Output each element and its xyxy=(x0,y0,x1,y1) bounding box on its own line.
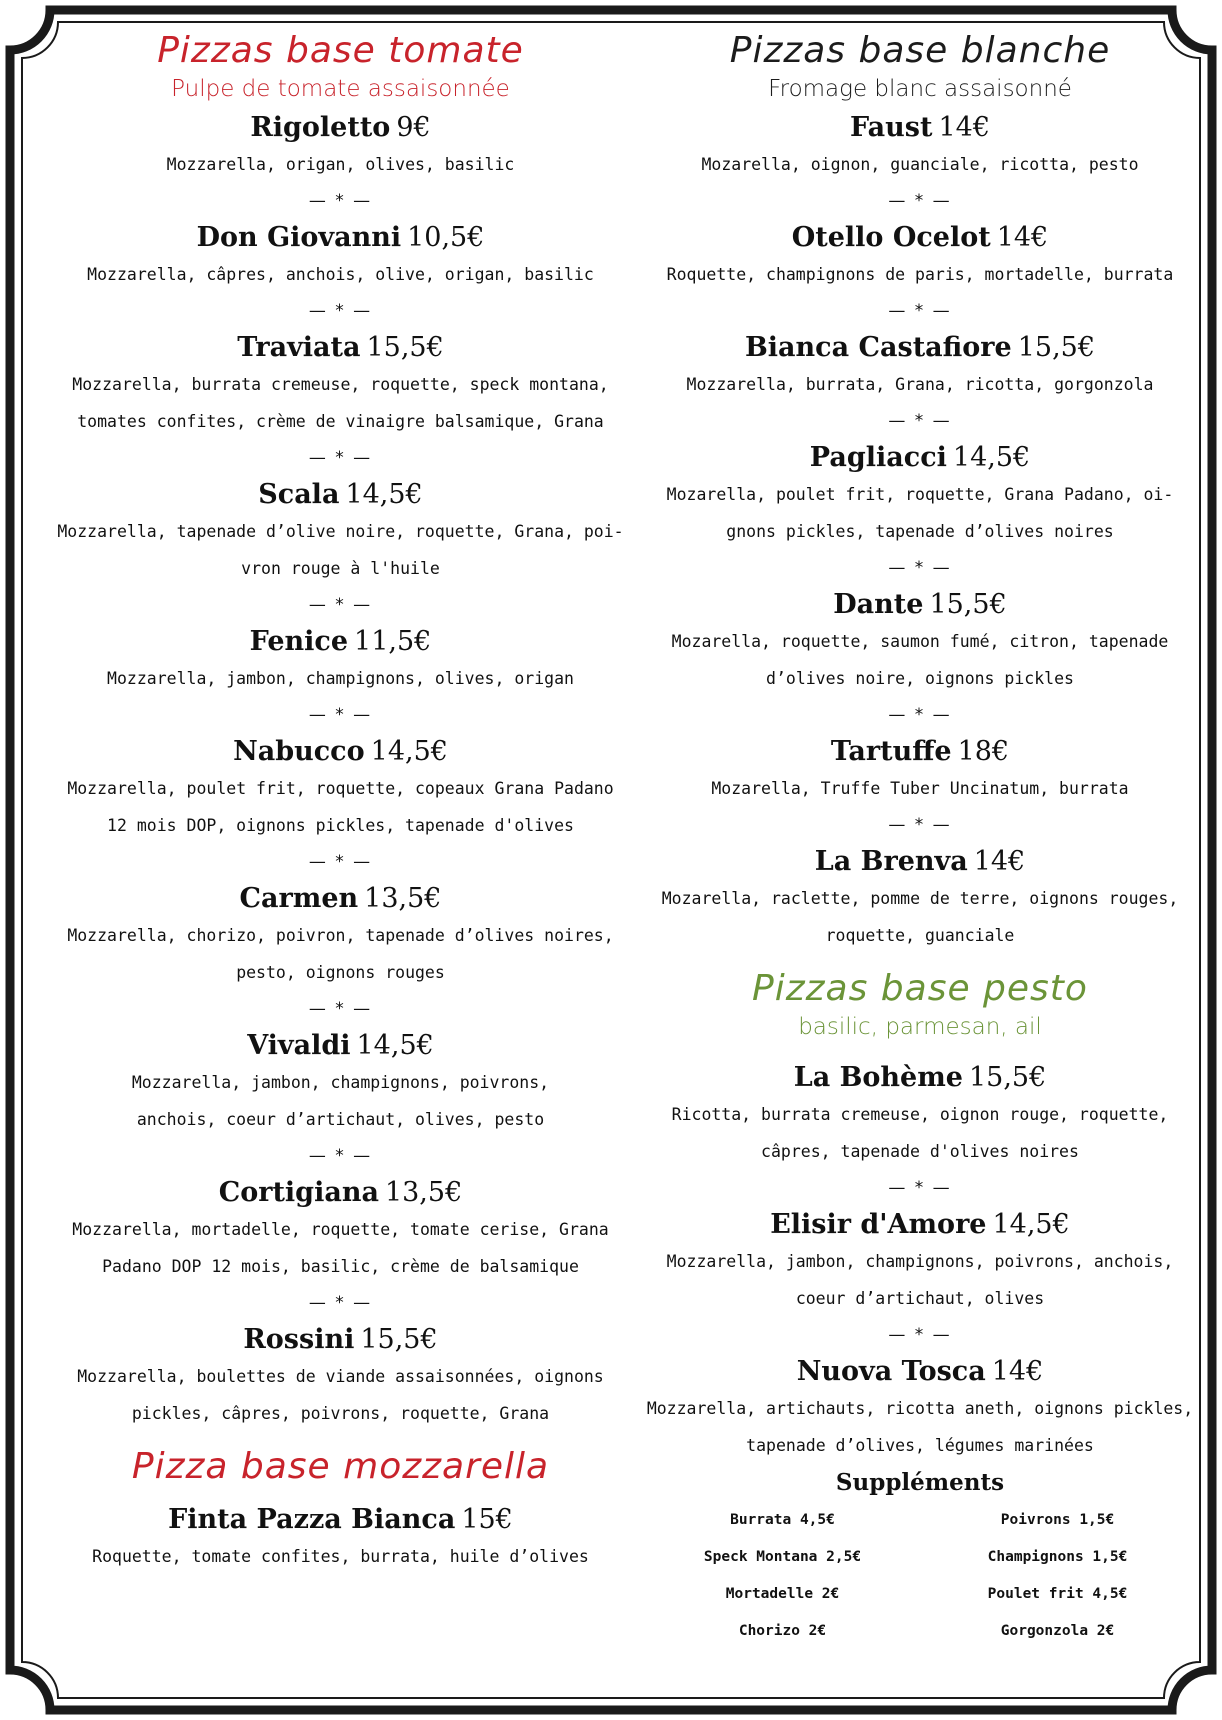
item-heading xyxy=(48,1175,633,1211)
menu-item xyxy=(645,440,1195,550)
item-price: 14,5€ xyxy=(992,1209,1070,1240)
item-description: Mozzarella, tapenade d’olive noire, roquette, Grana, poi- xyxy=(57,522,624,541)
item-separator: — * — xyxy=(888,1178,952,1198)
item-price: 14,5€ xyxy=(356,1030,434,1061)
section-title: Pizzas base tomate xyxy=(157,30,524,71)
item-heading xyxy=(645,440,1195,476)
supplement-item: Mortadelle 2€ xyxy=(725,1586,840,1602)
item-heading xyxy=(645,734,1195,770)
item-description: Mozarella, Truffe Tuber Uncinatum, burrata xyxy=(711,779,1129,798)
section-title: Pizzas base pesto xyxy=(752,968,1088,1009)
item-heading xyxy=(645,1060,1195,1096)
item-description: tapenade d’olives, légumes marinées xyxy=(746,1436,1094,1455)
item-price: 15,5€ xyxy=(1017,332,1096,363)
item-description: coeur d’artichaut, olives xyxy=(795,1289,1045,1308)
item-price: 15€ xyxy=(461,1504,513,1535)
item-name: Tartuffe xyxy=(830,736,952,767)
item-heading xyxy=(48,1028,633,1064)
item-description: Mozzarella, burrata, Grana, ricotta, gorgonzola xyxy=(686,375,1154,394)
item-description: Mozarella, oignon, guanciale, ricotta, pesto xyxy=(701,155,1139,174)
menu-item xyxy=(645,330,1195,403)
item-description: Mozzarella, jambon, champignons, poivrons, xyxy=(131,1073,550,1092)
item-price: 18€ xyxy=(957,736,1010,767)
item-description: Mozzarella, mortadelle, roquette, tomate cerise, Grana xyxy=(72,1220,609,1239)
item-name: Fenice xyxy=(249,626,349,657)
menu-item xyxy=(645,220,1195,293)
item-description: Mozzarella, origan, olives, basilic xyxy=(166,155,515,174)
menu-item xyxy=(48,881,633,991)
menu-item xyxy=(645,734,1195,807)
item-price: 9€ xyxy=(396,112,431,143)
item-separator: — * — xyxy=(308,191,373,211)
supplement-item: Chorizo 2€ xyxy=(738,1623,827,1639)
item-name: Otello Ocelot xyxy=(791,222,991,253)
supplements-title: Suppléments xyxy=(835,1469,1005,1496)
item-price: 14,5€ xyxy=(345,479,423,510)
menu-item xyxy=(645,587,1195,697)
item-name: Traviata xyxy=(237,332,361,363)
item-heading xyxy=(48,110,633,146)
item-name: Nuova Tosca xyxy=(796,1356,986,1387)
item-separator: — * — xyxy=(308,595,373,615)
section-gap xyxy=(48,1432,633,1444)
item-heading xyxy=(645,844,1195,880)
item-separator: — * — xyxy=(308,852,373,872)
item-price: 10,5€ xyxy=(407,222,485,253)
supplement-item: Champignons 1,5€ xyxy=(987,1549,1128,1565)
item-separator: — * — xyxy=(308,705,373,725)
item-name: Nabucco xyxy=(233,736,365,767)
item-name: Pagliacci xyxy=(809,442,947,473)
item-separator: — * — xyxy=(308,1146,373,1166)
item-heading xyxy=(645,1207,1195,1243)
menu-item xyxy=(48,110,633,183)
item-separator: — * — xyxy=(308,1293,373,1313)
menu-item xyxy=(48,330,633,440)
section-subtitle: basilic, parmesan, ail xyxy=(798,1014,1042,1040)
item-price: 14€ xyxy=(996,222,1049,253)
right-column xyxy=(645,28,1195,1650)
item-heading xyxy=(645,1354,1195,1390)
item-separator: — * — xyxy=(308,999,373,1019)
item-description: roquette, guanciale xyxy=(825,926,1015,945)
menu-item xyxy=(645,110,1195,183)
item-description: Mozzarella, burrata cremeuse, roquette, speck montana, xyxy=(72,375,609,394)
item-description: pesto, oignons rouges xyxy=(236,963,445,982)
item-name: La Brenva xyxy=(814,846,968,877)
section-gap xyxy=(645,954,1195,966)
item-heading xyxy=(48,1322,633,1358)
item-description: Mozzarella, câpres, anchois, olive, origan, basilic xyxy=(87,265,594,284)
item-separator: — * — xyxy=(888,558,952,578)
item-description: anchois, coeur d’artichaut, olives, pesto xyxy=(136,1110,545,1129)
item-description: câpres, tapenade d'olives noires xyxy=(761,1142,1079,1161)
item-name: Dante xyxy=(833,589,924,620)
item-name: Elisir d'Amore xyxy=(770,1209,987,1240)
supplement-item: Poulet frit 4,5€ xyxy=(987,1586,1128,1602)
item-price: 14€ xyxy=(991,1356,1044,1387)
item-name: Faust xyxy=(849,112,933,143)
item-description: Mozzarella, chorizo, poivron, tapenade d’olives noires, xyxy=(67,926,614,945)
item-price: 14,5€ xyxy=(370,736,448,767)
menu-item xyxy=(48,1502,633,1575)
section-subtitle: Pulpe de tomate assaisonnée xyxy=(171,76,510,102)
item-price: 13,5€ xyxy=(384,1177,463,1208)
item-name: Rossini xyxy=(243,1324,355,1355)
section-title: Pizza base mozzarella xyxy=(131,1446,550,1487)
item-description: pickles, câpres, poivrons, roquette, Grana xyxy=(131,1404,550,1423)
item-description: Mozzarella, jambon, champignons, poivrons, anchois, xyxy=(666,1252,1174,1271)
item-description: 12 mois DOP, oignons pickles, tapenade d'olives xyxy=(107,816,574,835)
item-description: Mozarella, roquette, saumon fumé, citron, tapenade xyxy=(671,632,1169,651)
item-price: 15,5€ xyxy=(366,332,444,363)
item-description: Ricotta, burrata cremeuse, oignon rouge, roquette, xyxy=(671,1105,1169,1124)
item-separator: — * — xyxy=(308,448,373,468)
item-name: La Bohème xyxy=(793,1062,963,1093)
item-description: Padano DOP 12 mois, basilic, crème de balsamique xyxy=(102,1257,579,1276)
section-title: Pizzas base blanche xyxy=(729,30,1111,71)
item-description: Mozzarella, jambon, champignons, olives, origan xyxy=(107,669,574,688)
item-price: 13,5€ xyxy=(364,883,442,914)
item-separator: — * — xyxy=(308,301,373,321)
item-heading xyxy=(48,477,633,513)
item-heading xyxy=(645,220,1195,256)
item-separator: — * — xyxy=(888,1325,952,1345)
menu-item xyxy=(48,1175,633,1285)
menu-item xyxy=(645,1060,1195,1170)
supplement-item: Speck Montana 2,5€ xyxy=(703,1549,862,1565)
item-heading xyxy=(48,881,633,917)
supplement-item: Poivrons 1,5€ xyxy=(1000,1512,1115,1528)
item-heading xyxy=(48,1502,633,1538)
item-description: Roquette, tomate confites, burrata, huile d’olives xyxy=(92,1547,589,1566)
item-name: Cortigiana xyxy=(218,1177,379,1208)
item-heading xyxy=(645,110,1195,146)
item-description: Mozarella, poulet frit, roquette, Grana Padano, oi- xyxy=(666,485,1174,504)
menu-item xyxy=(48,220,633,293)
item-heading xyxy=(48,330,633,366)
item-name: Vivaldi xyxy=(247,1030,351,1061)
item-separator: — * — xyxy=(888,815,952,835)
item-description: Mozzarella, poulet frit, roquette, copeaux Grana Padano xyxy=(67,779,614,798)
supplement-item: Gorgonzola 2€ xyxy=(1000,1623,1115,1639)
supplement-item: Burrata 4,5€ xyxy=(730,1512,835,1528)
item-description: Mozzarella, boulettes de viande assaisonnées, oignons xyxy=(77,1367,604,1386)
item-heading xyxy=(645,330,1195,366)
item-name: Carmen xyxy=(239,883,359,914)
supplements-list xyxy=(645,1502,1195,1650)
item-description: Mozarella, raclette, pomme de terre, oignons rouges, xyxy=(661,889,1179,908)
item-description: vron rouge à l'huile xyxy=(241,559,440,578)
item-description: Mozzarella, artichauts, ricotta aneth, oignons pickles, xyxy=(646,1399,1194,1418)
item-heading xyxy=(48,734,633,770)
menu-item xyxy=(48,624,633,697)
item-price: 11,5€ xyxy=(354,626,432,657)
section-subtitle: Fromage blanc assaisonné xyxy=(768,76,1072,102)
item-separator: — * — xyxy=(888,191,952,211)
item-name: Don Giovanni xyxy=(196,222,402,253)
item-separator: — * — xyxy=(888,301,952,321)
item-description: tomates confites, crème de vinaigre balsamique, Grana xyxy=(77,412,604,431)
menu-item xyxy=(48,1028,633,1138)
item-price: 15,5€ xyxy=(929,589,1007,620)
item-heading xyxy=(48,220,633,256)
item-separator: — * — xyxy=(888,411,952,431)
item-heading xyxy=(48,624,633,660)
item-price: 15,5€ xyxy=(360,1324,438,1355)
item-name: Rigoletto xyxy=(250,112,391,143)
item-separator: — * — xyxy=(888,705,952,725)
menu-item xyxy=(48,734,633,844)
menu-item xyxy=(645,1354,1195,1464)
menu-item xyxy=(645,1207,1195,1317)
item-description: d’olives noire, oignons pickles xyxy=(766,669,1074,688)
item-description: Roquette, champignons de paris, mortadelle, burrata xyxy=(666,265,1174,284)
section-gap xyxy=(645,1048,1195,1060)
item-description: gnons pickles, tapenade d’olives noires xyxy=(726,522,1114,541)
item-price: 15,5€ xyxy=(968,1062,1047,1093)
menu-item xyxy=(645,844,1195,954)
item-name: Scala xyxy=(258,479,340,510)
item-name: Bianca Castafiore xyxy=(744,332,1012,363)
item-price: 14€ xyxy=(938,112,991,143)
item-price: 14,5€ xyxy=(952,442,1031,473)
section-gap xyxy=(48,1490,633,1502)
menu-item xyxy=(48,1322,633,1432)
item-price: 14€ xyxy=(973,846,1026,877)
left-column xyxy=(48,28,633,1575)
item-heading xyxy=(645,587,1195,623)
item-name: Finta Pazza Bianca xyxy=(168,1504,456,1535)
menu-item xyxy=(48,477,633,587)
